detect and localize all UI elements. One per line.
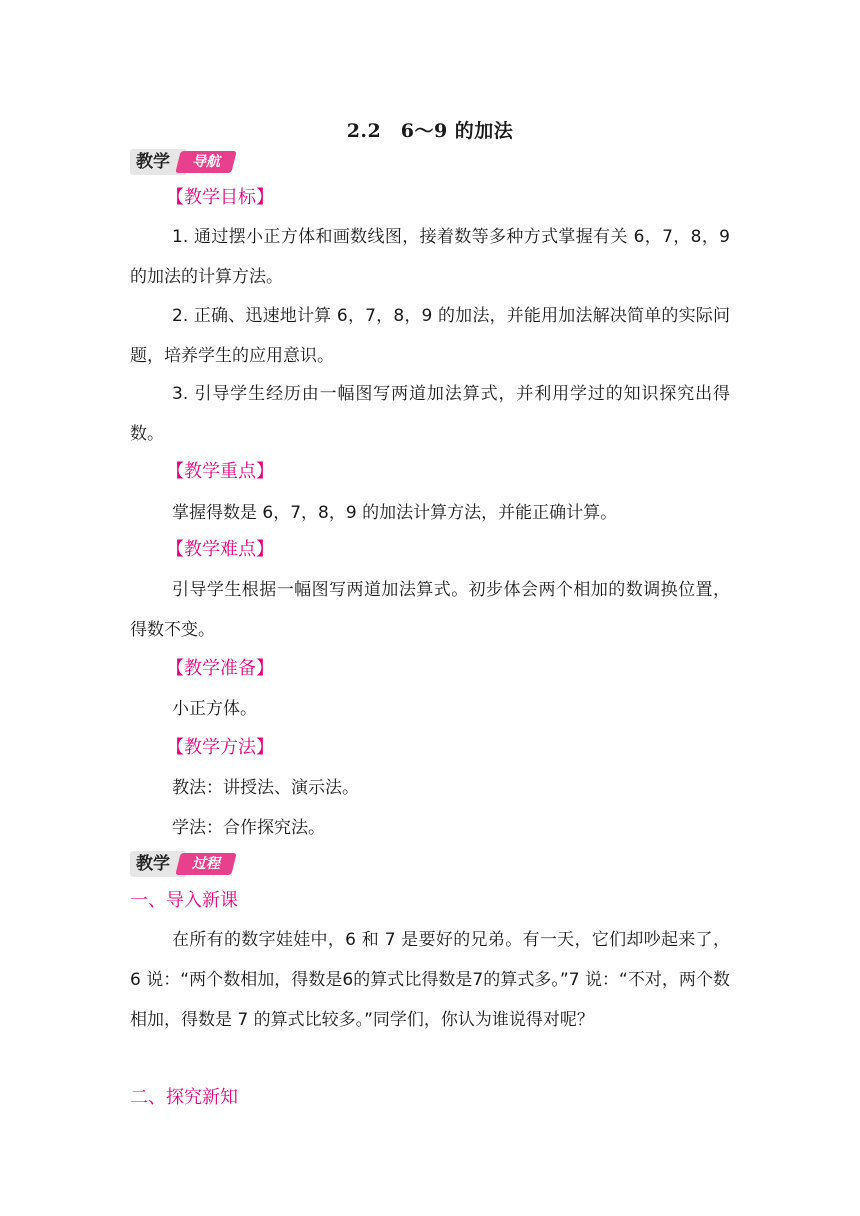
section-heading-explore: 二、探究新知	[130, 1087, 238, 1108]
teaching-guide-badge	[130, 149, 236, 175]
methods-heading: 【教学方法】	[166, 737, 274, 758]
badge-label-right: 过程	[175, 853, 236, 875]
badge-label-left: 教学	[130, 149, 186, 175]
teaching-method-text: 教法：讲授法、演示法。	[172, 778, 359, 798]
preparation-heading: 【教学准备】	[166, 658, 274, 679]
goal-item-1: 1. 通过摆小正方体和画数线图，接着数等多种方式掌握有关 6，7，8，9 的加法的计算方法。	[130, 227, 730, 287]
intro-paragraph: 在所有的数字娃娃中，6 和 7 是要好的兄弟。有一天，它们却吵起来了，6 说：“两个数相加，得数是6的算式比得数是7的算式多。”7 说：“不对，两个数相加，得数是 7 的算式比较多。”同学们，你认为谁说得对呢？	[130, 930, 730, 1030]
goal-item-2: 2. 正确、迅速地计算 6，7，8，9 的加法，并能用加法解决简单的实际问题，培养学生的应用意识。	[130, 306, 730, 366]
key-points-text: 掌握得数是 6，7，8，9 的加法计算方法，并能正确计算。	[172, 503, 618, 523]
preparation-text: 小正方体。	[172, 699, 257, 719]
badge-label-left: 教学	[130, 851, 186, 877]
badge-label-right: 导航	[175, 151, 236, 173]
difficulties-heading: 【教学难点】	[166, 539, 274, 560]
goal-item-3: 3. 引导学生经历由一幅图写两道加法算式，并利用学过的知识探究出得数。	[130, 384, 730, 444]
teaching-process-badge	[130, 851, 236, 877]
page-title: 2.2 6～9 的加法	[346, 120, 514, 142]
key-points-heading: 【教学重点】	[166, 461, 274, 482]
goals-heading: 【教学目标】	[166, 187, 274, 208]
section-heading-intro: 一、导入新课	[130, 890, 238, 911]
difficulties-text: 引导学生根据一幅图写两道加法算式。初步体会两个相加的数调换位置，得数不变。	[130, 580, 730, 640]
learning-method-text: 学法：合作探究法。	[172, 818, 325, 838]
